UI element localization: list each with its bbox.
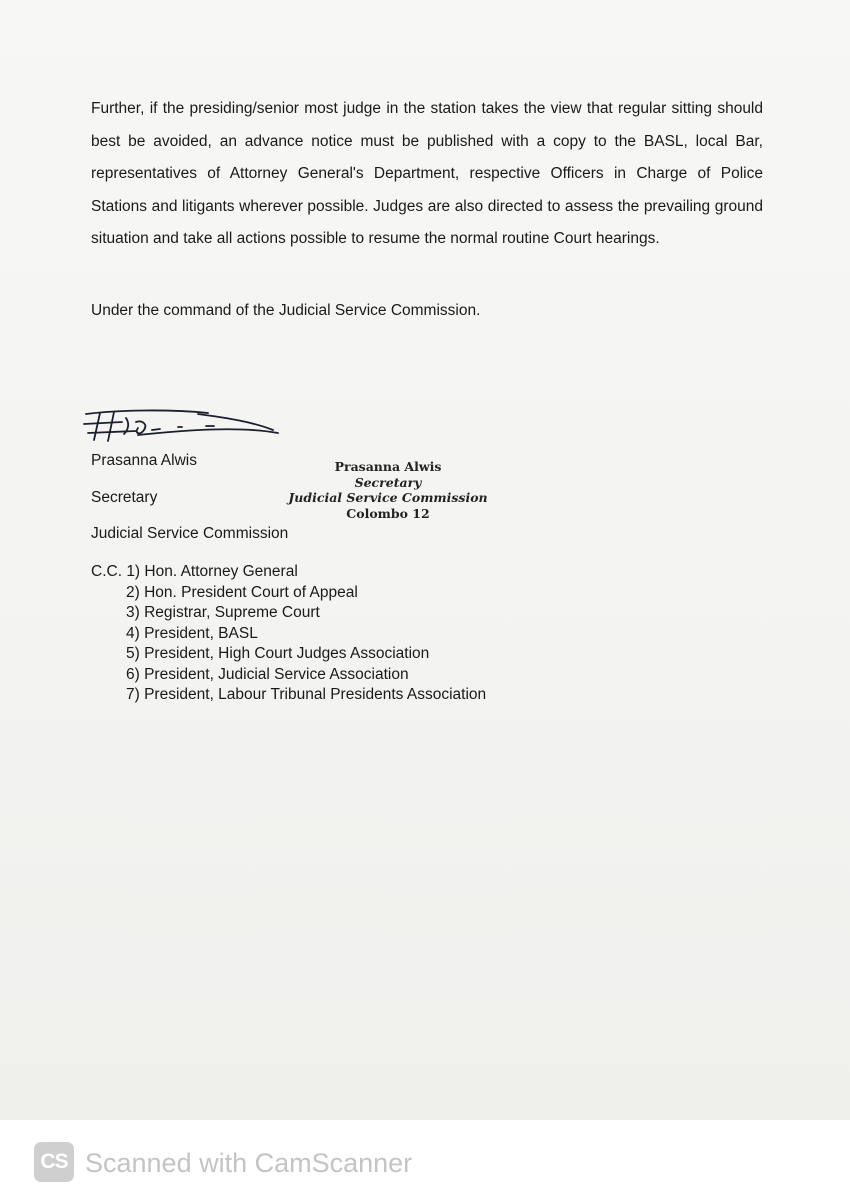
cc-list [91,562,486,706]
cc-item: 2) Hon. President Court of Appeal [126,583,358,601]
stamp-organization: Judicial Service Commission [288,490,488,505]
cc-prefix: C.C. [91,563,122,580]
handwritten-signature [78,400,283,450]
cc-item: 4) President, BASL [126,624,258,642]
stamp-title: Secretary [354,474,422,490]
cc-item: 7) President, Labour Tribunal Presidents Association [126,686,487,703]
official-stamp [268,459,508,521]
cc-item [91,562,486,583]
cc-item-text: 1) Hon. Attorney General [126,563,298,580]
command-line: Under the command of the Judicial Service Commission. [91,302,481,319]
signatory-organization: Judicial Service Commission [91,525,289,542]
cc-item: 5) President, High Court Judges Association [126,645,430,662]
signatory-title: Secretary [91,489,158,506]
watermark-text: Scanned with CamScanner [85,1148,413,1178]
signatory-name: Prasanna Alwis [91,452,197,469]
scanner-watermark [0,1120,850,1200]
body-paragraph: Further, if the presiding/senior most judge in the station takes the view that regular sitting should best be avoided, an advance notice must be published with a copy to the BASL, local Bar, representatives of Attorney General's Department, respective Officers in Charge of Police Stations and litigants wherever possible. Judges are also directed to assess the prevailing ground situation and take all actions possible to resume the normal routine Court hearings. [91,100,763,247]
stamp-location: Colombo 12 [346,505,430,521]
stamp-name: Prasanna Alwis [334,459,442,474]
cc-item: 6) President, Judicial Service Association [126,665,409,683]
camscanner-logo-icon: CS [34,1142,74,1182]
cc-item: 3) Registrar, Supreme Court [126,604,320,621]
